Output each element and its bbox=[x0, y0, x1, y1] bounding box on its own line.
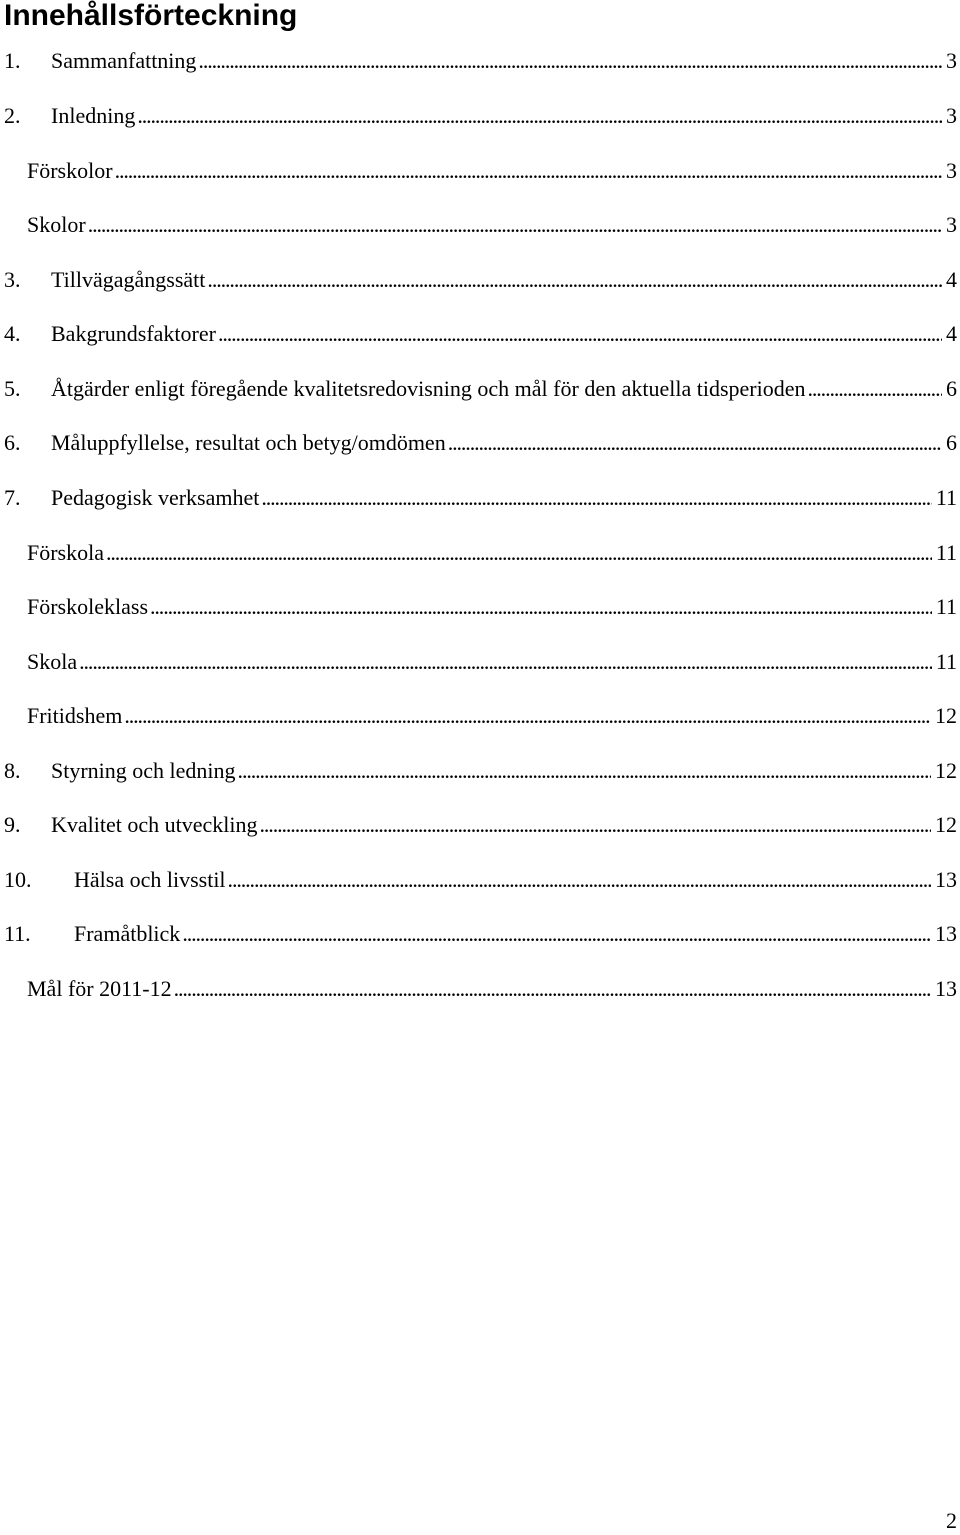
toc-entry[interactable] bbox=[0, 591, 960, 623]
dot-leader bbox=[261, 482, 931, 514]
toc-entry[interactable] bbox=[0, 700, 960, 732]
toc-heading: Innehållsförteckning bbox=[4, 0, 298, 32]
dot-leader bbox=[124, 700, 931, 732]
toc-entry[interactable] bbox=[0, 427, 960, 459]
toc-entry-title: Hälsa och livsstil bbox=[74, 864, 228, 896]
toc-entry[interactable] bbox=[0, 918, 960, 950]
dot-leader bbox=[260, 809, 932, 841]
toc-entry-title: Sammanfattning bbox=[51, 45, 198, 77]
toc-entry-number: 4. bbox=[4, 321, 21, 346]
toc-entry-page: 12 bbox=[931, 700, 957, 732]
toc-entry-title: Åtgärder enligt föregående kvalitetsredovisning och mål för den aktuella tidsperioden bbox=[51, 373, 807, 405]
dot-leader bbox=[807, 373, 942, 405]
toc-entry-page: 3 bbox=[942, 100, 957, 132]
toc-entry-number: 9. bbox=[4, 812, 21, 837]
toc-entry-number: 10. bbox=[4, 867, 32, 892]
toc-entry-page: 6 bbox=[942, 373, 957, 405]
toc-entry-page: 3 bbox=[942, 155, 957, 187]
toc-entry-number: 3. bbox=[4, 267, 21, 292]
toc-entry-number: 1. bbox=[4, 48, 21, 73]
toc-entry[interactable] bbox=[0, 318, 960, 350]
toc-entry-title: Förskolor bbox=[27, 155, 115, 187]
toc-entry-title: Bakgrundsfaktorer bbox=[51, 318, 218, 350]
toc-entry-number: 5. bbox=[4, 376, 21, 401]
toc-entry-title: Framåtblick bbox=[74, 918, 182, 950]
toc-entry-page: 11 bbox=[932, 482, 957, 514]
toc-entry-title: Fritidshem bbox=[27, 700, 124, 732]
toc-entry-title: Tillvägagångssätt bbox=[51, 264, 207, 296]
dot-leader bbox=[228, 864, 931, 896]
toc-entry-page: 12 bbox=[931, 755, 957, 787]
toc-entry-title: Styrning och ledning bbox=[51, 755, 238, 787]
toc-entry[interactable] bbox=[0, 373, 960, 405]
toc-entry-page: 13 bbox=[931, 973, 957, 1005]
toc-entry[interactable] bbox=[0, 864, 960, 896]
toc-entry-title: Måluppfyllelse, resultat och betyg/omdömen bbox=[51, 427, 448, 459]
toc-entry[interactable] bbox=[0, 45, 960, 77]
dot-leader bbox=[198, 45, 942, 77]
dot-leader bbox=[218, 318, 942, 350]
toc-entry[interactable] bbox=[0, 537, 960, 569]
dot-leader bbox=[79, 646, 932, 678]
toc-entry[interactable] bbox=[0, 209, 960, 241]
toc-entry-title: Pedagogisk verksamhet bbox=[51, 482, 261, 514]
toc-entry[interactable] bbox=[0, 155, 960, 187]
dot-leader bbox=[137, 100, 942, 132]
toc-entry[interactable] bbox=[0, 100, 960, 132]
toc-entry-number: 11. bbox=[4, 921, 31, 946]
dot-leader bbox=[182, 918, 931, 950]
toc-entry-title: Förskoleklass bbox=[27, 591, 150, 623]
toc-entry-page: 3 bbox=[942, 45, 957, 77]
toc-entry[interactable] bbox=[0, 646, 960, 678]
dot-leader bbox=[207, 264, 942, 296]
toc-entry-title: Inledning bbox=[51, 100, 137, 132]
toc-entry-title: Mål för 2011-12 bbox=[27, 973, 174, 1005]
toc-entry[interactable] bbox=[0, 755, 960, 787]
toc-entry-page: 6 bbox=[942, 427, 957, 459]
toc-entry-page: 3 bbox=[942, 209, 957, 241]
dot-leader bbox=[448, 427, 942, 459]
toc-entry-title: Kvalitet och utveckling bbox=[51, 809, 260, 841]
toc-entry-page: 4 bbox=[942, 264, 957, 296]
dot-leader bbox=[106, 537, 932, 569]
toc-entry-page: 12 bbox=[931, 809, 957, 841]
toc-entry-page: 11 bbox=[932, 537, 957, 569]
toc-entry[interactable] bbox=[0, 482, 960, 514]
toc-entry[interactable] bbox=[0, 809, 960, 841]
dot-leader bbox=[88, 209, 942, 241]
toc-entry-number: 7. bbox=[4, 485, 21, 510]
toc-entry-page: 11 bbox=[932, 646, 957, 678]
dot-leader bbox=[150, 591, 932, 623]
toc-entry-number: 8. bbox=[4, 758, 21, 783]
toc-entry[interactable] bbox=[0, 973, 960, 1005]
toc-entry-page: 4 bbox=[942, 318, 957, 350]
dot-leader bbox=[238, 755, 931, 787]
toc-entry-title: Skolor bbox=[27, 209, 88, 241]
toc-entry-page: 13 bbox=[931, 864, 957, 896]
toc-entry-number: 6. bbox=[4, 430, 21, 455]
toc-entry-title: Förskola bbox=[27, 537, 106, 569]
toc-entry-title: Skola bbox=[27, 646, 79, 678]
toc-entry[interactable] bbox=[0, 264, 960, 296]
page-number: 2 bbox=[946, 1508, 957, 1533]
toc-entry-number: 2. bbox=[4, 103, 21, 128]
toc-entry-page: 13 bbox=[931, 918, 957, 950]
toc-entry-page: 11 bbox=[932, 591, 957, 623]
dot-leader bbox=[115, 155, 942, 187]
dot-leader bbox=[174, 973, 931, 1005]
